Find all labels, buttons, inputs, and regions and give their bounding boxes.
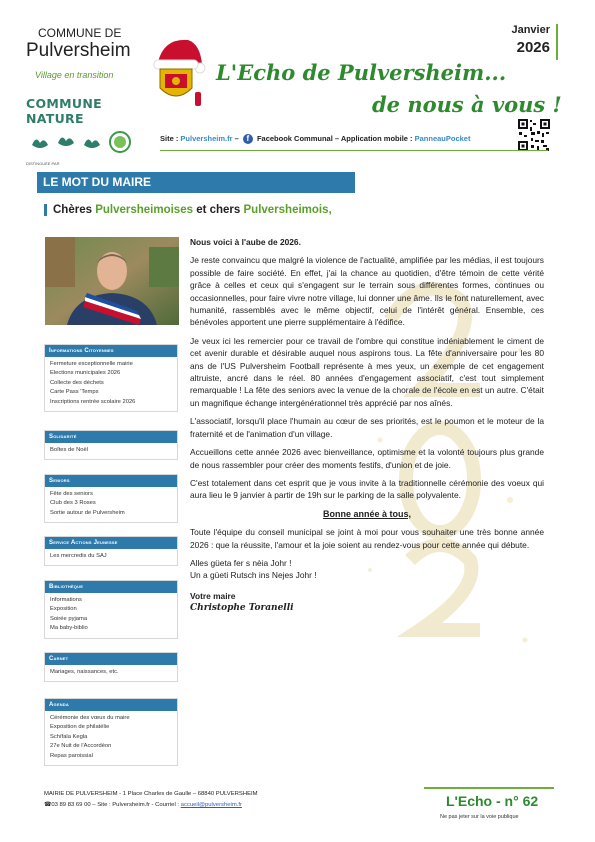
issue-date: [490, 24, 558, 60]
footer-divider: [424, 787, 554, 789]
sidebar-link[interactable]: Cérémonie des vœux du maire: [50, 715, 130, 721]
sidebar-link[interactable]: Fermeture exceptionnelle mairie: [50, 361, 133, 367]
letter-intro: Nous voici à l'aube de 2026.: [190, 237, 301, 247]
sidebar-link[interactable]: Collecte des déchets: [50, 379, 104, 386]
facebook-icon[interactable]: f: [243, 134, 253, 144]
commune-nature-title: COMMUNE NATURE: [26, 96, 102, 126]
mayor-photo: [45, 237, 179, 325]
signature-label: Votre maire: [190, 590, 236, 601]
letter-paragraph: L'associatif, lorsqu'il place l'humain au cœur de ses priorités, est le poumon et le moteur de la fraternité et de l'animation d'un village.: [190, 416, 544, 439]
sidebar-heading: Solidarité: [45, 431, 177, 443]
sidebar-link[interactable]: Inscriptions rentrée scolaire 2026: [50, 398, 136, 405]
sidebar-link[interactable]: 27e Nuit de l'Accordéon: [50, 743, 112, 750]
qr-code-icon[interactable]: [517, 118, 551, 152]
contact-line: [160, 134, 470, 144]
town-tagline: Village en transition: [35, 70, 114, 80]
birds-icon: [26, 129, 146, 155]
sidebar-heading: Bibliothèque: [45, 581, 177, 593]
sidebar-box-carnet: [44, 652, 178, 682]
greeting-part1: Chères: [53, 204, 96, 216]
site-prefix: Site :: [160, 134, 181, 143]
sidebar-box-agenda: [44, 698, 178, 766]
greeting-part4: Pulversheimois,: [243, 204, 332, 216]
sidebar-box-seniors: [44, 474, 178, 523]
sidebar-box-informations: [44, 344, 178, 412]
sidebar-link[interactable]: Soirée pyjama: [50, 615, 88, 622]
nature-footer: DISTINGUÉE PAR: [26, 161, 60, 166]
sidebar-box-solidarite: [44, 430, 178, 460]
header-divider: [160, 150, 548, 151]
sidebar-link[interactable]: Carte Pass 'Temps: [50, 389, 99, 396]
letter-paragraph: Accueillons cette année 2026 avec bienveillance, optimisme et la volonté toujours plus grande de nous rassembler pour créer des moments festifs, d'union et de joie.: [190, 447, 544, 470]
sidebar-heading: Carnet: [45, 653, 177, 665]
sidebar-link[interactable]: Exposition: [50, 606, 77, 613]
facebook-text: Facebook Communal – Application mobile :: [254, 134, 415, 143]
sidebar-box-jeunesse: [44, 536, 178, 566]
sidebar-link[interactable]: Fête des seniors: [50, 491, 93, 497]
letter-paragraph: Toute l'équipe du conseil municipal se joint à moi pour vous souhaiter une très bonne année 2026 : que la réussite, l'amour et la joie soient au rendez-vous pour cette année qui débute.: [190, 527, 544, 550]
greeting-part3: et chers: [193, 204, 244, 216]
happy-new-year: Bonne année à tous,: [322, 508, 411, 519]
sidebar-heading: Service Actions Jeunesse: [45, 537, 177, 549]
sidebar-link[interactable]: Les mercredis du SAJ: [50, 553, 107, 559]
alsatian-wish-1: Alles güeta fer s nèia Johr !: [190, 557, 292, 568]
greeting: [44, 204, 332, 216]
issue-month: Janvier: [511, 24, 550, 36]
newsletter-title-line1: L'Echo de Pulversheim...: [216, 60, 507, 85]
signature-name: Christophe Toranelli: [190, 603, 294, 614]
commune-prefix: COMMUNE DE: [38, 26, 122, 40]
sidebar-link[interactable]: Club des 3 Roses: [50, 500, 96, 507]
sidebar-link[interactable]: Schïfala Kegla: [50, 733, 88, 740]
town-name: Pulversheim: [26, 40, 131, 61]
letter-paragraph: Je veux ici les remercier pour ce travail de l'ombre qui constitue indéniablement le ciment de cet avenir durable et désirable auquel nous aspirons tous. La fête d'anniversaire pour les 80 ans de l'US Pulversheim Football représente à mes yeux, un exemple de cet engagement altruiste, ancré dans le réel. 80 années d'engagement associatif, c'est tout simplement remarquable ! La fête des seniors avec la venue de la chorale de l'école en est un autre. C'était un magnifique échange intergénérationnel très apprécié par nos aînés.: [190, 335, 544, 408]
letter-paragraph: C'est totalement dans cet esprit que je vous invite à la traditionnelle cérémonie des voeux qui aura lieu le 9 janvier à partir de 19h sur le parking de la salle polyvalente.: [190, 477, 544, 501]
sidebar-link[interactable]: Informations: [50, 597, 82, 603]
newsletter-title-line2: de nous à vous !: [372, 92, 562, 117]
site-separator: –: [232, 134, 241, 143]
sidebar-link[interactable]: Exposition de philatélie: [50, 724, 110, 731]
site-link[interactable]: Pulversheim.fr: [180, 134, 233, 143]
footer-address: MAIRIE DE PULVERSHEIM - 1 Place Charles de Gaulle – 68840 PULVERSHEIM: [44, 791, 258, 797]
no-littering-notice: Ne pas jeter sur la voie publique: [440, 814, 519, 820]
sidebar-link[interactable]: Elections municipales 2026: [50, 370, 121, 377]
footer-phone-site: ☎03 89 83 69 00 – Site : Pulversheim.fr - Courriel :: [44, 802, 181, 808]
sidebar-link[interactable]: Boîtes de Noël: [50, 447, 89, 453]
alsatian-wish-2: Un a güeti Rutsch ins Nejes Johr !: [190, 570, 317, 581]
footer-contact: [44, 802, 242, 808]
sidebar-heading: Informations Citoyennes: [45, 345, 177, 357]
mayor-letter: [190, 236, 544, 621]
sidebar-link[interactable]: Mariages, naissances, etc.: [50, 669, 119, 675]
greeting-part2: Pulversheimoises: [95, 204, 193, 216]
footer-email-link[interactable]: accueil@pulversheim.fr: [180, 802, 242, 808]
sidebar-heading: Seniors: [45, 475, 177, 487]
commune-nature-logo: [26, 96, 146, 166]
app-link[interactable]: PanneauPocket: [414, 134, 471, 143]
sidebar-link[interactable]: Ma baby-biblio: [50, 625, 88, 632]
sidebar-link[interactable]: Repas paroissial: [50, 752, 93, 759]
letter-paragraph: Je reste convaincu que malgré la violence de l'actualité, amplifiée par les médias, il est toujours possible de faire société. En effet, j'ai la chance au quotidien, d'être témoin de cette vérité grâce à celles et ceux qui s'engagent sur le terrain sous différentes formes, continues ou occasionnelles, pour faire vivre notre village, lui donner une âme. Ils le font naturellement, avec humanité, rassemblés avec le même objectif, celui de l'intérêt général. Ensemble, ces bénévoles apportent une pierre supplémentaire à l'édifice.: [190, 255, 544, 328]
sidebar-link[interactable]: Sortie autour de Pulversheim: [50, 509, 125, 516]
town-crest-icon: [150, 34, 206, 110]
sidebar-heading: Agenda: [45, 699, 177, 711]
sidebar-box-bibliotheque: [44, 580, 178, 639]
issue-number: L'Echo - n° 62: [446, 793, 539, 809]
section-title: LE MOT DU MAIRE: [37, 172, 355, 193]
issue-year: 2026: [516, 39, 550, 56]
